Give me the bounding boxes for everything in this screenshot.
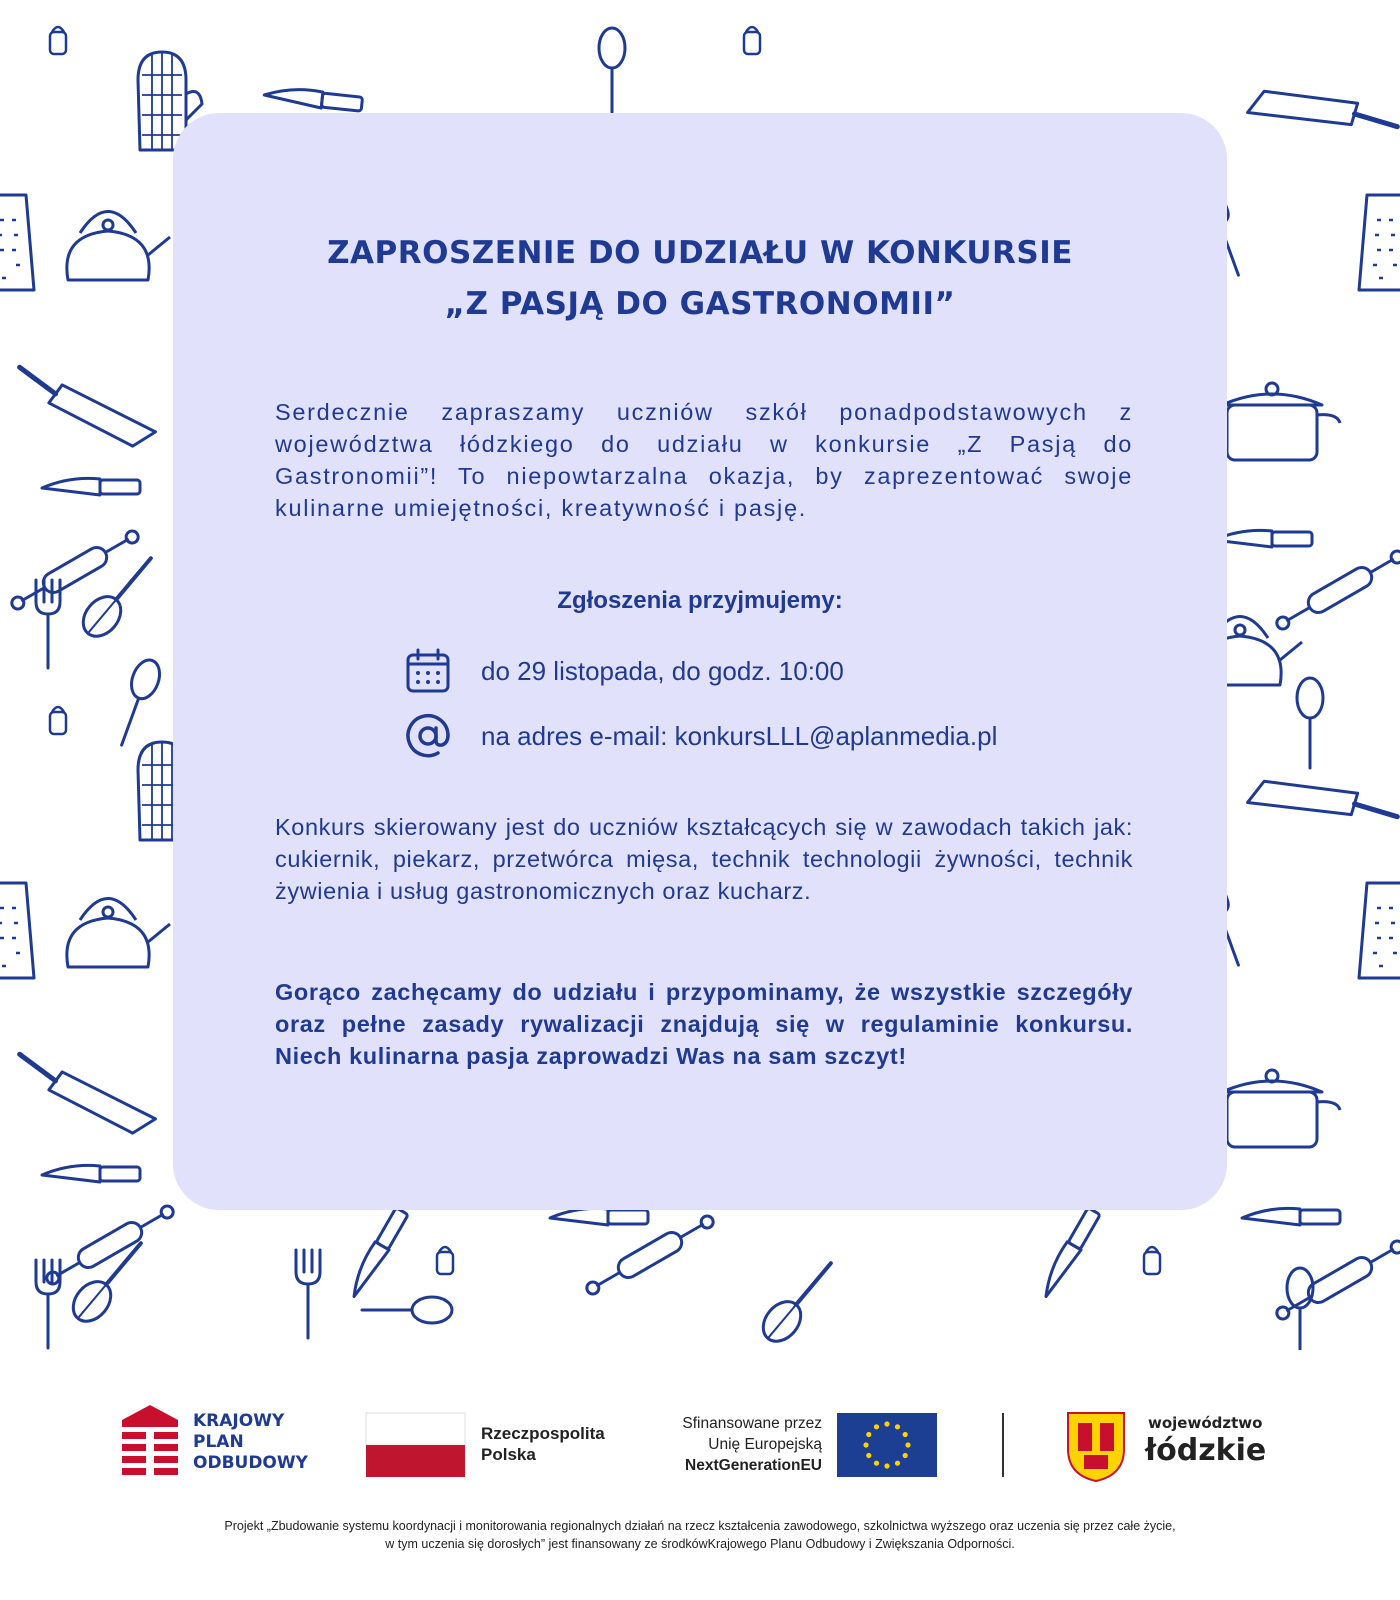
intro-paragraph: Serdecznie zapraszamy uczniów szkół ponadpodstawowych z województwa łódzkiego do udziału w konkursie „Z Pasją do Gastronomii”! To niepowtarzalna okazja, by zaprezentować swoje kulinarne umiejętności, kreatywność i pasję.: [275, 399, 1133, 521]
rp-logo-text: Rzeczpospolita Polska: [481, 1424, 605, 1464]
closing-paragraph: Gorąco zachęcamy do udziału i przypominamy, że wszystkie szczegóły oraz pełne zasady rywalizacji znajdują się w regulaminie konkursu. Niech kulinarna pasja zaprowadzi Was na sam szczyt!: [275, 979, 1133, 1069]
polish-flag: [366, 1413, 465, 1477]
wl-logo-line-1: województwo: [1148, 1414, 1263, 1432]
title-line-2: „Z PASJĄ DO GASTRONOMII”: [444, 286, 956, 322]
deadline-row: [405, 648, 844, 694]
eu-star: [903, 1453, 908, 1458]
eu-star: [905, 1442, 910, 1447]
eu-star: [884, 1463, 889, 1468]
title-line-1: ZAPROSZENIE DO UDZIAŁU W KONKURSIE: [327, 235, 1073, 271]
lodzkie-coat-of-arms: [1068, 1413, 1124, 1481]
calendar-icon: [405, 648, 451, 694]
eu-star: [903, 1432, 908, 1437]
eu-star: [874, 1424, 879, 1429]
footer-line-2: w tym uczenia się dorosłych” jest finansowany ze środkówKrajowego Planu Odbudowy i Zwiększania Odporności.: [385, 1537, 1015, 1551]
at-icon: [405, 713, 451, 759]
eu-star: [895, 1461, 900, 1466]
email-text[interactable]: na adres e-mail: konkursLLL@aplanmedia.pl: [481, 720, 998, 751]
invitation-card: [173, 113, 1227, 1210]
email-row: [405, 713, 997, 759]
kpo-logo-text: KRAJOWY PLAN ODBUDOWY: [193, 1411, 308, 1473]
eu-star: [863, 1442, 868, 1447]
submissions-heading: Zgłoszenia przyjmujemy:: [557, 587, 843, 614]
eu-logo-text: Sfinansowane przez Unię Europejską NextGenerationEU: [682, 1415, 822, 1474]
footer-line-1: Projekt „Zbudowanie systemu koordynacji i monitorowania regionalnych działań na rzecz kształcenia zawodowego, szkolnictwa wyższego oraz uczenia się przez całe życie,: [224, 1519, 1176, 1533]
eu-star: [884, 1421, 889, 1426]
eu-flag: [837, 1413, 937, 1477]
deadline-text: do 29 listopada, do godz. 10:00: [481, 655, 844, 686]
eu-star: [866, 1432, 871, 1437]
footer-note: [0, 1517, 1400, 1553]
eu-star: [874, 1461, 879, 1466]
target-paragraph: Konkurs skierowany jest do uczniów kształcących się w zawodach takich jak: cukiernik, piekarz, przetwórca mięsa, technik technologii żywności, technik żywienia i usług gastronomicznych oraz kucharz.: [275, 814, 1133, 904]
kpo-logo-mark: [122, 1405, 178, 1475]
wl-logo-line-2: łódzkie: [1145, 1433, 1267, 1468]
eu-star: [866, 1453, 871, 1458]
eu-star: [895, 1424, 900, 1429]
